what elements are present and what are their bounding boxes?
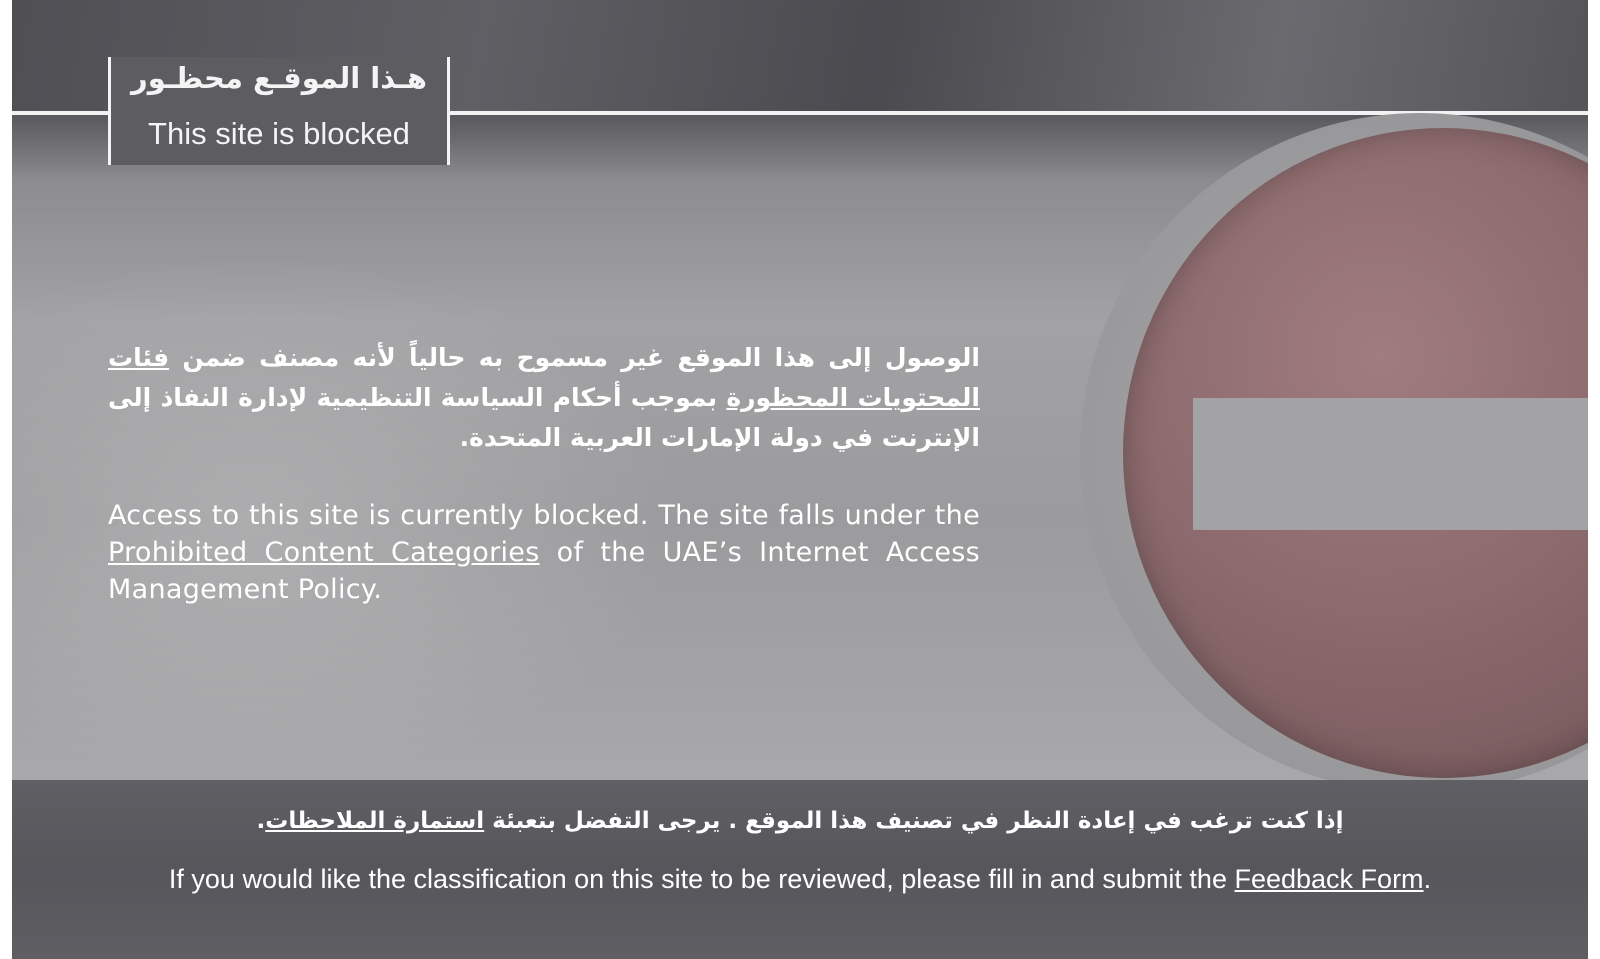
blocked-message-english [108,497,980,608]
blocked-message-arabic [108,338,980,458]
footer-arabic-end: . [256,808,266,834]
footer-arabic-text: إذا كنت ترغب في إعادة النظر في تصنيف هذا الموقع . يرجى التفضل بتعبئة [484,808,1344,834]
feedback-form-link-arabic[interactable]: استمارة الملاحظات [265,808,485,834]
header-title-box [108,57,450,165]
page-title-english: This site is blocked [148,116,410,151]
feedback-form-link[interactable]: Feedback Form [1234,864,1424,894]
blocked-message-english-text-1: Access to this site is currently blocked. The site falls under the [108,500,980,531]
prohibited-categories-link-arabic[interactable]: فئات المحتويات المحظورة [108,343,980,412]
footer-message-arabic [12,808,1588,834]
blocked-message-arabic-text-1: الوصول إلى هذا الموقع غير مسموح به حالياً لأنه مصنف ضمن [169,343,980,372]
footer-message-english [12,864,1588,895]
no-entry-icon-bar [1193,398,1588,530]
prohibited-categories-link[interactable]: Prohibited Content Categories [108,537,540,568]
blocked-page [12,0,1588,959]
footer-english-end: . [1423,864,1432,894]
blocked-message-english-text-2: of the UAE’s Internet Access Management Policy. [108,537,981,605]
blocked-message-arabic-text-2: بموجب أحكام السياسة التنظيمية لإدارة النفاذ إلى الإنترنت في دولة الإمارات العربية المتحدة. [108,383,980,452]
footer-english-text: If you would like the classification on this site to be reviewed, please fill in and submit the [168,864,1235,894]
page-title-arabic: هـذا الموقـع محظـور [131,61,427,95]
